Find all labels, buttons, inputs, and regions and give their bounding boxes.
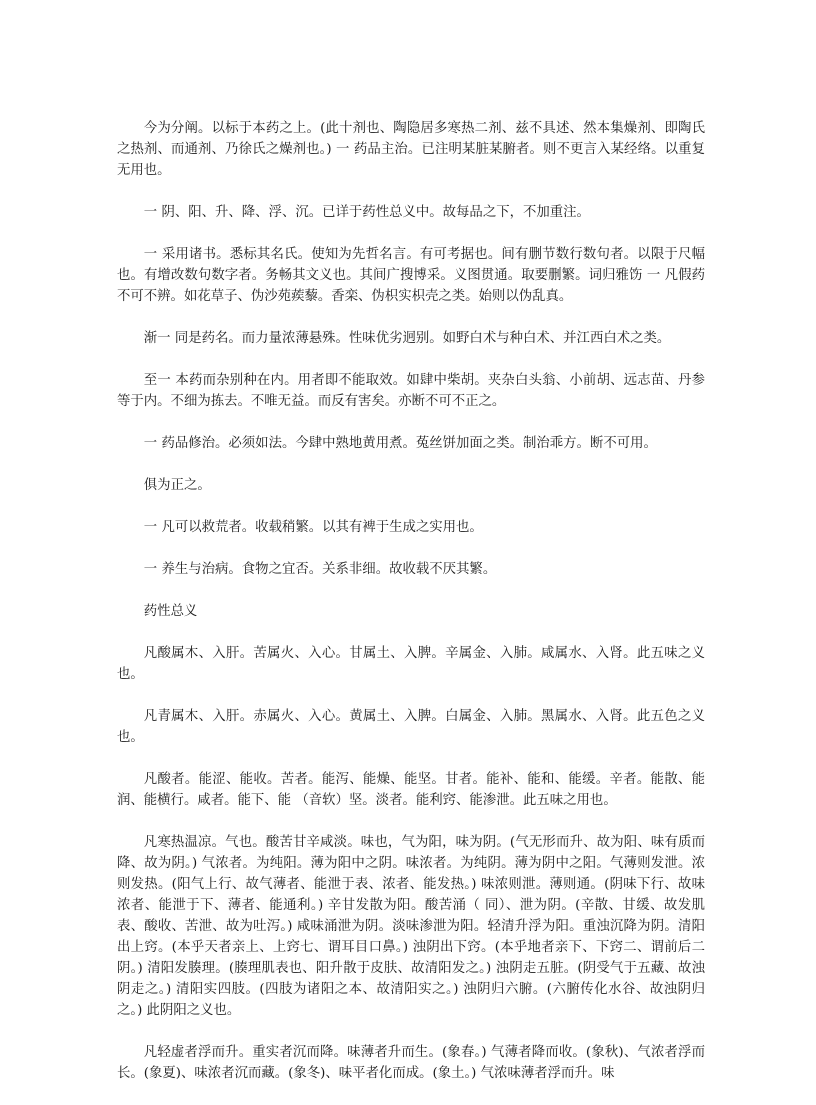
paragraph-6: 一 药品修治。必须如法。今肆中熟地黄用煮。菟丝饼加面之类。制治乖方。断不可用。	[143, 436, 657, 451]
paragraph-10: 凡酸属木、入肝。苦属火、入心。甘属土、入脾。辛属金、入肺。咸属水、入肾。此五味之义也。	[117, 646, 705, 682]
section-heading: 药性总义	[143, 604, 198, 619]
paragraph-5: 至一 本药而杂别种在内。用者即不能取效。如肆中柴胡。夹杂白头翁、小前胡、远志苗、丹参等于内。不细为拣去。不唯无益。而反有害矣。亦断不可不正之。	[117, 373, 705, 409]
paragraph-13: 凡寒热温凉。气也。酸苦甘辛咸淡。味也，气为阳，味为阴。(气无形而升、故为阳、味有质而降、故为阴。) 气浓者。为纯阳。薄为阳中之阴。味浓者。为纯阴。薄为阴中之阳。气薄则发泄。浓则发热。(阳气上行、故气薄者、能泄于表、浓者、能发热。) 味浓则泄。薄则通。(阴味下行、故味浓者、能泄于下、薄者、能通利。) 辛甘发散为阳。酸苦涌（ 同）、泄为阴。(辛散、甘缓、故发肌表、酸收、苦泄、故为吐泻。) 咸味涌泄为阴。淡味渗泄为阳。轻清升浮为阳。重浊沉降为阴。清阳出上窍。(本乎天者亲上、上窍七、谓耳目口鼻。) 浊阴出下窍。(本乎地者亲下、下窍二、谓前后二阴。) 清阳发腠理。(腠理肌表也、阳升散于皮肤、故清阳发之。) 浊阴走五脏。(阴受气于五藏、故浊阴走之。) 清阳实四肢。(四肢为诸阳之本、故清阳实之。) 浊阴归六腑。(六腑传化水谷、故浊阴归之。) 此阴阳之义也。	[117, 835, 705, 1018]
paragraph-4: 渐一 同是药名。而力量浓薄悬殊。性味优劣迥别。如野白术与种白术、并江西白术之类。	[143, 331, 671, 346]
document-page	[117, 118, 705, 1105]
paragraph-3: 一 采用诸书。悉标其名氏。使知为先哲名言。有可考据也。间有删节数行数句者。以限于尺幅也。有增改数句数字者。务畅其文义也。其间广搜博采。义图贯通。取要删繁。词归雅饬 一 凡假药不可不辨。如花草子、伪沙苑蒺藜。香栾、伪枳实枳壳之类。始则以伪乱真。	[117, 247, 705, 304]
paragraph-12: 凡酸者。能涩、能收。苦者。能泻、能燥、能坚。甘者。能补、能和、能缓。辛者。能散、能润、能横行。咸者。能下、能 （音软）坚。淡者。能利窍、能渗泄。此五味之用也。	[117, 772, 705, 808]
paragraph-1: 今为分阐。以标于本药之上。(此十剂也、陶隐居多寒热二剂、兹不具述、然本集燥剂、即陶氏之热剂、而通剂、乃徐氏之燥剂也。) 一 药品主治。已注明某脏某腑者。则不更言入某经络。以重复无用也。	[117, 121, 705, 178]
paragraph-2: 一 阴、阳、升、降、浮、沉。已详于药性总义中。故每品之下，不加重注。	[143, 205, 590, 220]
paragraph-11: 凡青属木、入肝。赤属火、入心。黄属土、入脾。白属金、入肺。黑属水、入肾。此五色之义也。	[117, 709, 705, 745]
paragraph-7: 俱为正之。	[143, 478, 211, 493]
paragraph-9: 一 养生与治病。食物之宜否。关系非细。故收载不厌其繁。	[143, 562, 497, 577]
paragraph-14: 凡轻虚者浮而升。重实者沉而降。味薄者升而生。(象春。) 气薄者降而收。(象秋)、气浓者浮而长。(象夏)、味浓者沉而藏。(象冬)、味平者化而成。(象土。) 气浓味薄者浮而升。味	[117, 1045, 705, 1081]
paragraph-8: 一 凡可以救荒者。收载稍繁。以其有裨于生成之实用也。	[143, 520, 483, 535]
